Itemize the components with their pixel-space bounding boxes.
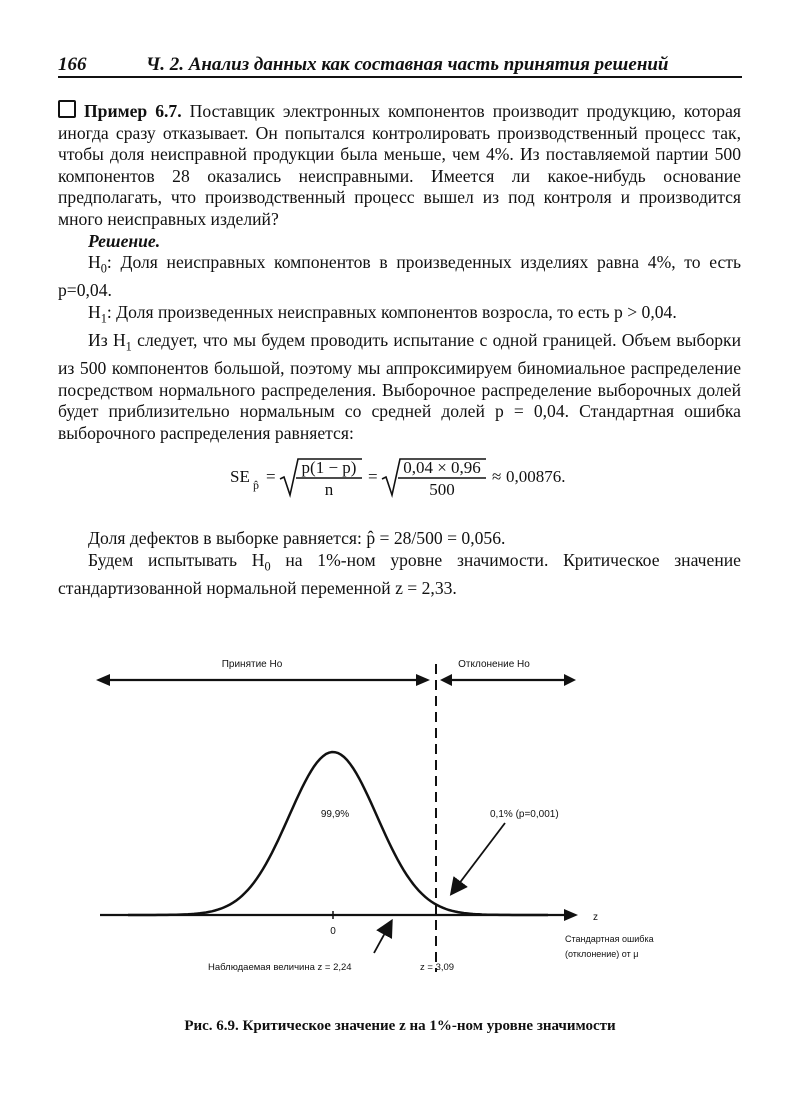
formula-eq1: = xyxy=(266,467,276,486)
main-text xyxy=(58,100,741,444)
example-paragraph xyxy=(58,100,741,231)
axis-caption-line-2: (отклонение) от μ xyxy=(565,949,639,959)
h0-symbol: H xyxy=(88,252,101,273)
formula-num1: p(1 − p) xyxy=(301,458,357,477)
example-label: Пример 6.7. xyxy=(84,101,182,121)
sample-defect-line: Доля дефектов в выборке равняется: p̂ = 28/500 = 0,056. xyxy=(88,528,506,548)
formula-num2: 0,04 × 0,96 xyxy=(403,458,481,477)
observed-pointer-arrow xyxy=(374,922,391,953)
significance-subscript: 0 xyxy=(264,559,271,574)
observed-value-label: Наблюдаемая величина z = 2,24 xyxy=(208,962,352,973)
normal-distribution-figure xyxy=(0,640,800,980)
tail-pointer-arrow xyxy=(452,823,505,893)
example-text: Поставщик электронных компонентов производит продукцию, которая иногда сразу отказывает. Он попытался контролировать производственный процесс так, чтобы доля неисправной продукции была меньше, чем 4%. Из поставляемой партии 500 компонентов 28 оказались неисправными. Имеется ли какое-нибудь основание предполагать, что производственный процесс вышел из под контроля и производится много неисправных изделий? xyxy=(58,101,741,229)
significance-paragraph xyxy=(58,550,741,600)
figure-caption: Рис. 6.9. Критическое значение z на 1%-ном уровне значимости xyxy=(184,1018,616,1034)
reject-arrow-right-head xyxy=(564,674,576,686)
reject-arrow-left-head xyxy=(440,674,452,686)
h0-text: : Доля неисправных компонентов в произведенных изделиях равна 4%, то есть p=0,04. xyxy=(58,252,741,301)
method-subscript: 1 xyxy=(125,339,132,354)
zero-label: 0 xyxy=(330,926,336,937)
method-paragraph xyxy=(58,330,741,444)
accept-region-label: Принятие Ho xyxy=(221,659,283,670)
formula-lhs-sub: p̂ xyxy=(253,478,259,492)
accept-arrow-right-head xyxy=(416,674,430,686)
formula-approx: ≈ xyxy=(492,467,502,486)
h0-paragraph xyxy=(58,252,741,302)
h1-subscript: 1 xyxy=(100,311,107,326)
normal-curve xyxy=(128,752,548,915)
central-area-label: 99,9% xyxy=(320,809,350,820)
reject-region-label: Отклонение Ho xyxy=(458,659,530,670)
formula-eq2: = xyxy=(368,467,378,486)
running-header xyxy=(58,52,742,78)
page-number: 166 xyxy=(58,54,87,75)
formula-result: 0,00876. xyxy=(506,467,566,486)
h1-symbol: H xyxy=(88,301,101,322)
critical-value-label: z = 3,09 xyxy=(420,962,455,973)
formula-den1: n xyxy=(324,480,334,499)
z-axis-arrow-head xyxy=(564,909,578,921)
method-lead: Из H xyxy=(88,329,126,350)
solution-heading: Решение. xyxy=(88,230,161,251)
running-title: Ч. 2. Анализ данных как составная часть принятия решений xyxy=(146,54,669,75)
h1-text: : Доля произведенных неисправных компонентов возросла, то есть p > 0,04. xyxy=(106,301,677,322)
h1-paragraph xyxy=(58,302,741,330)
z-axis-label: z xyxy=(593,912,598,923)
after-text xyxy=(58,528,741,599)
significance-lead: Будем испытывать H xyxy=(88,549,265,570)
axis-caption-line-1: Стандартная ошибка xyxy=(565,934,654,944)
formula-den2: 500 xyxy=(429,480,455,499)
accept-arrow-left-head xyxy=(96,674,110,686)
example-box-icon xyxy=(58,100,76,118)
significance-text: на 1%-ном уровне значимости. Критическое значение стандартизованной нормальной переменной z = 2,33. xyxy=(58,549,741,598)
formula-lhs: SE xyxy=(230,467,250,486)
h0-subscript: 0 xyxy=(100,261,107,276)
standard-error-formula xyxy=(0,445,800,505)
method-text: следует, что мы будем проводить испытание с одной границей. Объем выборки из 500 компонентов большой, поэтому мы аппроксимируем биномиальное распределение посредством нормального распределения. Выборочное распределение выборочных долей будет приблизительно нормальным со средней долей p = 0,04. Стандартная ошибка выборочного распределения равняется: xyxy=(58,329,741,443)
tail-area-label: 0,1% (p=0,001) xyxy=(490,809,559,820)
